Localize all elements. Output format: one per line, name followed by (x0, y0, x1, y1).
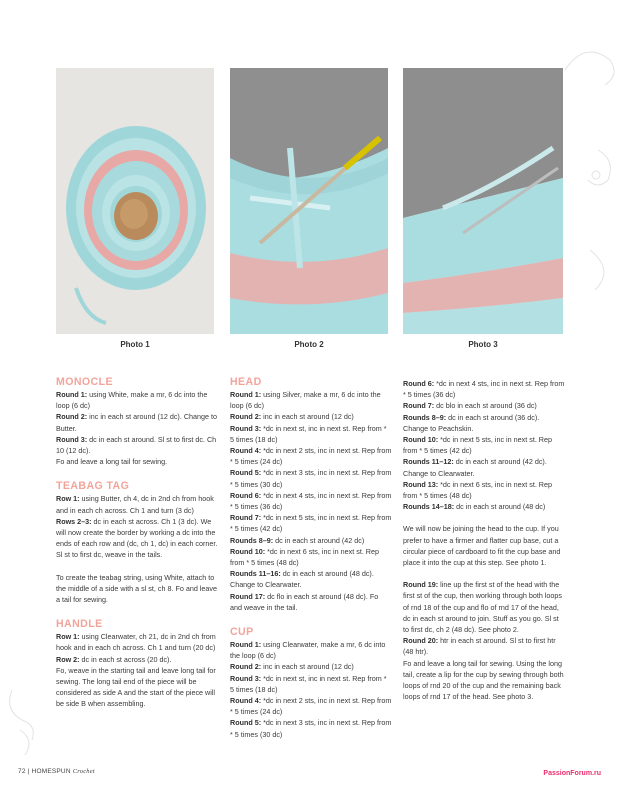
instruction-text: dc in each st across (20 dc). (79, 654, 172, 664)
instruction-line (230, 535, 392, 546)
instruction-text: using Butter, ch 4, dc in 2nd ch from hook and in each ch across. Ch 1 and turn (3 dc) (56, 494, 214, 515)
monocle-lines (56, 389, 218, 467)
instruction-line (403, 658, 565, 703)
photo-3 (403, 68, 563, 334)
instruction-line (230, 639, 392, 661)
instruction-line (230, 445, 392, 467)
instruction-text: *dc in next st, inc in next st. Rep from * 5 times (18 dc) (230, 673, 387, 694)
instruction-label: Round 7: (230, 513, 262, 523)
instruction-text: *dc in next 2 sts, inc in next st. Rep from * 5 times (24 dc) (230, 446, 392, 467)
instruction-line (230, 673, 392, 695)
instruction-label: Rows 2–3: (56, 516, 92, 526)
instruction-label: Round 10: (230, 546, 266, 556)
photo-1 (56, 68, 214, 334)
instruction-line (403, 434, 565, 456)
instruction-line (403, 579, 565, 635)
instruction-line (403, 412, 565, 434)
instruction-label: Rounds 8–9: (230, 535, 274, 545)
instruction-label: Row 2: (56, 654, 80, 664)
photo-1-caption: Photo 1 (120, 340, 150, 349)
instruction-label: Round 7: (403, 401, 435, 411)
instruction-label: Round 3: (230, 423, 262, 433)
instruction-label: Rounds 14–18: (403, 502, 455, 512)
teabag-lines (56, 493, 218, 560)
instruction-text: *dc in next 6 sts, inc in next st. Rep from * 5 times (48 dc) (403, 479, 552, 501)
instruction-line (56, 631, 218, 653)
teabag-note: To create the teabag string, using White, attach to the middle of a side with a sl st, ch 8. Fo and leave a tail for sewing. (56, 572, 218, 605)
joining-note: We will now be joining the head to the cup. If you prefer to have a firmer and flatter cup base, cut a circular piece of cardboard to fit the cup base and place it into the cup at this step. See photo 1. (403, 524, 561, 568)
instruction-text: dc in each st around (42 dc). Change to Clearwater. (403, 457, 547, 478)
photo-2-caption: Photo 2 (294, 340, 324, 349)
instruction-text: *dc in next 6 sts, inc in next st. Rep from * 5 times (48 dc) (230, 546, 379, 568)
cup-continued-lines (403, 378, 565, 512)
instruction-label: Round 13: (403, 479, 439, 489)
instruction-label: Round 6: (230, 490, 262, 500)
instruction-text: using Clearwater, make a mr, 6 dc into the loop (6 dc) (230, 640, 386, 661)
instruction-label: Round 5: (230, 718, 262, 728)
instruction-label: Round 4: (230, 446, 262, 456)
instruction-label: Round 10: (403, 435, 439, 445)
instruction-text: inc in each st around (12 dc) (261, 412, 354, 422)
joining-lines (403, 579, 565, 702)
instruction-text: dc flo in each st around (48 dc). Fo and weave in the tail. (230, 591, 379, 612)
instruction-line (403, 479, 565, 501)
instruction-text: *dc in next 4 sts, inc in next st. Rep from * 5 times (36 dc) (230, 490, 392, 512)
instruction-line (230, 717, 392, 739)
instruction-label: Round 20: (403, 636, 439, 646)
instruction-line (230, 695, 392, 717)
monocle-heading: MONOCLE (56, 376, 113, 388)
instruction-text: inc in each st around (12 dc) (261, 662, 354, 672)
instruction-label: Round 1: (230, 640, 262, 650)
instruction-text: dc in each st around (48 dc). Change to Clearwater. (230, 569, 374, 590)
photo-3-caption: Photo 3 (468, 340, 498, 349)
instruction-text: using Silver, make a mr, 6 dc into the loop (6 dc) (230, 390, 381, 411)
instruction-label: Round 2: (56, 412, 88, 422)
instruction-text: dc in each st around (36 dc). Change to Peachskin. (403, 412, 540, 433)
instruction-line (403, 456, 565, 478)
teabag-heading: TEABAG TAG (56, 480, 130, 493)
instruction-text: dc in each st across. Ch 1 (3 dc). We will now create the border by working a dc into the ends of each row and (dc, ch 1, dc) in each corner. Sl st to first dc, weave in the tails. (56, 516, 218, 560)
watermark: PassionForum.ru (543, 770, 601, 777)
instruction-line (56, 434, 218, 456)
instruction-text: Fo and leave a long tail for sewing. Using the long tail, create a lip for the cup by sewing through both loops of rnd 20 of the cup and the remaining back loops of rnd 17 of the head. See photo 3. (403, 658, 564, 702)
instruction-line (403, 378, 565, 400)
footer-brand: HOMESPUN (31, 768, 71, 775)
head-heading: HEAD (230, 376, 262, 388)
instruction-text: inc in each st around (12 dc). Change to Butter. (56, 412, 217, 433)
instruction-label: Round 2: (230, 412, 262, 422)
instruction-text: using Clearwater, ch 21, dc in 2nd ch from hook and in each ch across. Ch 1 and turn (20 dc) (56, 632, 216, 653)
instruction-line (230, 467, 392, 489)
instruction-text: using White, make a mr, 6 dc into the loop (6 dc) (56, 390, 208, 411)
column-3 (403, 378, 565, 702)
instruction-line (230, 591, 392, 613)
instruction-line (403, 501, 565, 512)
instruction-text: Fo and leave a long tail for sewing. (56, 457, 168, 467)
instruction-line (56, 654, 218, 665)
cup-heading: CUP (230, 626, 254, 639)
instruction-label: Round 19: (403, 580, 439, 590)
instruction-label: Round 5: (230, 468, 262, 478)
photo-2 (230, 68, 388, 334)
instruction-text: Fo, weave in the starting tail and leave long tail for sewing. The long tail end of the piece will be considered as side A and the start of the piece will be side B when assembling. (56, 665, 216, 709)
instruction-line (403, 400, 565, 411)
instruction-label: Round 6: (403, 379, 435, 388)
instruction-label: Rounds 11–12: (403, 457, 454, 467)
instruction-text: line up the first st of the head with the first st of the cup, then working through both loops of rnd 18 of the cup and flo of rnd 17 of the head, dc in each st around to join. Stuff as you go. Sl st to first dc, ch 2 (48 dc). See photo 2. (403, 580, 563, 635)
column-1 (56, 374, 218, 710)
instruction-label: Round 2: (230, 662, 262, 672)
instruction-line (230, 490, 392, 512)
instruction-line (230, 546, 392, 568)
instruction-line (230, 423, 392, 445)
head-lines (230, 389, 392, 613)
instruction-line (56, 516, 218, 561)
instruction-line (403, 635, 565, 657)
instruction-label: Row 1: (56, 494, 80, 504)
handle-lines (56, 631, 218, 709)
instruction-text: *dc in next 3 sts, inc in next st. Rep from * 5 times (30 dc) (230, 718, 392, 739)
column-2 (230, 374, 392, 740)
instruction-line (56, 665, 218, 710)
instruction-line (230, 512, 392, 534)
instruction-line (230, 568, 392, 590)
instruction-line (230, 411, 392, 422)
instruction-text: *dc in next 3 sts, inc in next st. Rep from * 5 times (30 dc) (230, 468, 392, 489)
instruction-label: Round 3: (56, 434, 88, 444)
footer-brand-sub: Crochet (72, 768, 95, 775)
page-number: 72 (18, 768, 26, 775)
instruction-text: *dc in next 5 sts, inc in next st. Rep from * 5 times (42 dc) (230, 513, 392, 534)
instruction-label: Rounds 8–9: (403, 412, 447, 422)
instruction-label: Round 4: (230, 696, 262, 706)
instruction-text: *dc in next 5 sts, inc in next st. Rep from * 5 times (42 dc) (403, 435, 552, 456)
instruction-text: dc in each st around (48 dc) (454, 502, 546, 512)
cup-lines (230, 639, 392, 740)
instruction-text: *dc in next st, inc in next st. Rep from * 5 times (18 dc) (230, 423, 387, 444)
handle-heading: HANDLE (56, 618, 103, 631)
page-footer (18, 768, 95, 775)
instruction-text: *dc in next 2 sts, inc in next st. Rep from * 5 times (24 dc) (230, 696, 392, 717)
instruction-line (56, 493, 218, 515)
instruction-line (230, 389, 392, 411)
instruction-text: dc in each st around. Sl st to first dc. Ch 10 (12 dc). (56, 434, 217, 456)
instruction-label: Rounds 11–16: (230, 569, 281, 579)
instruction-label: Round 1: (230, 390, 262, 399)
instruction-label: Round 3: (230, 673, 262, 683)
instruction-line (230, 661, 392, 672)
instruction-line (56, 456, 218, 467)
instruction-text: *dc in next 4 sts, inc in next st. Rep from * 5 times (36 dc) (403, 379, 565, 400)
instruction-line (56, 389, 218, 411)
instruction-line (56, 411, 218, 433)
instruction-label: Row 1: (56, 632, 80, 642)
instruction-label: Round 17: (230, 591, 266, 601)
instruction-label: Round 1: (56, 390, 88, 399)
instruction-text: dc blo in each st around (36 dc) (434, 401, 537, 411)
instruction-text: htr in each st around. Sl st to first htr (48 htr). (403, 636, 556, 657)
instruction-text: dc in each st around (42 dc) (273, 535, 365, 545)
footer-separator: | (27, 768, 30, 775)
